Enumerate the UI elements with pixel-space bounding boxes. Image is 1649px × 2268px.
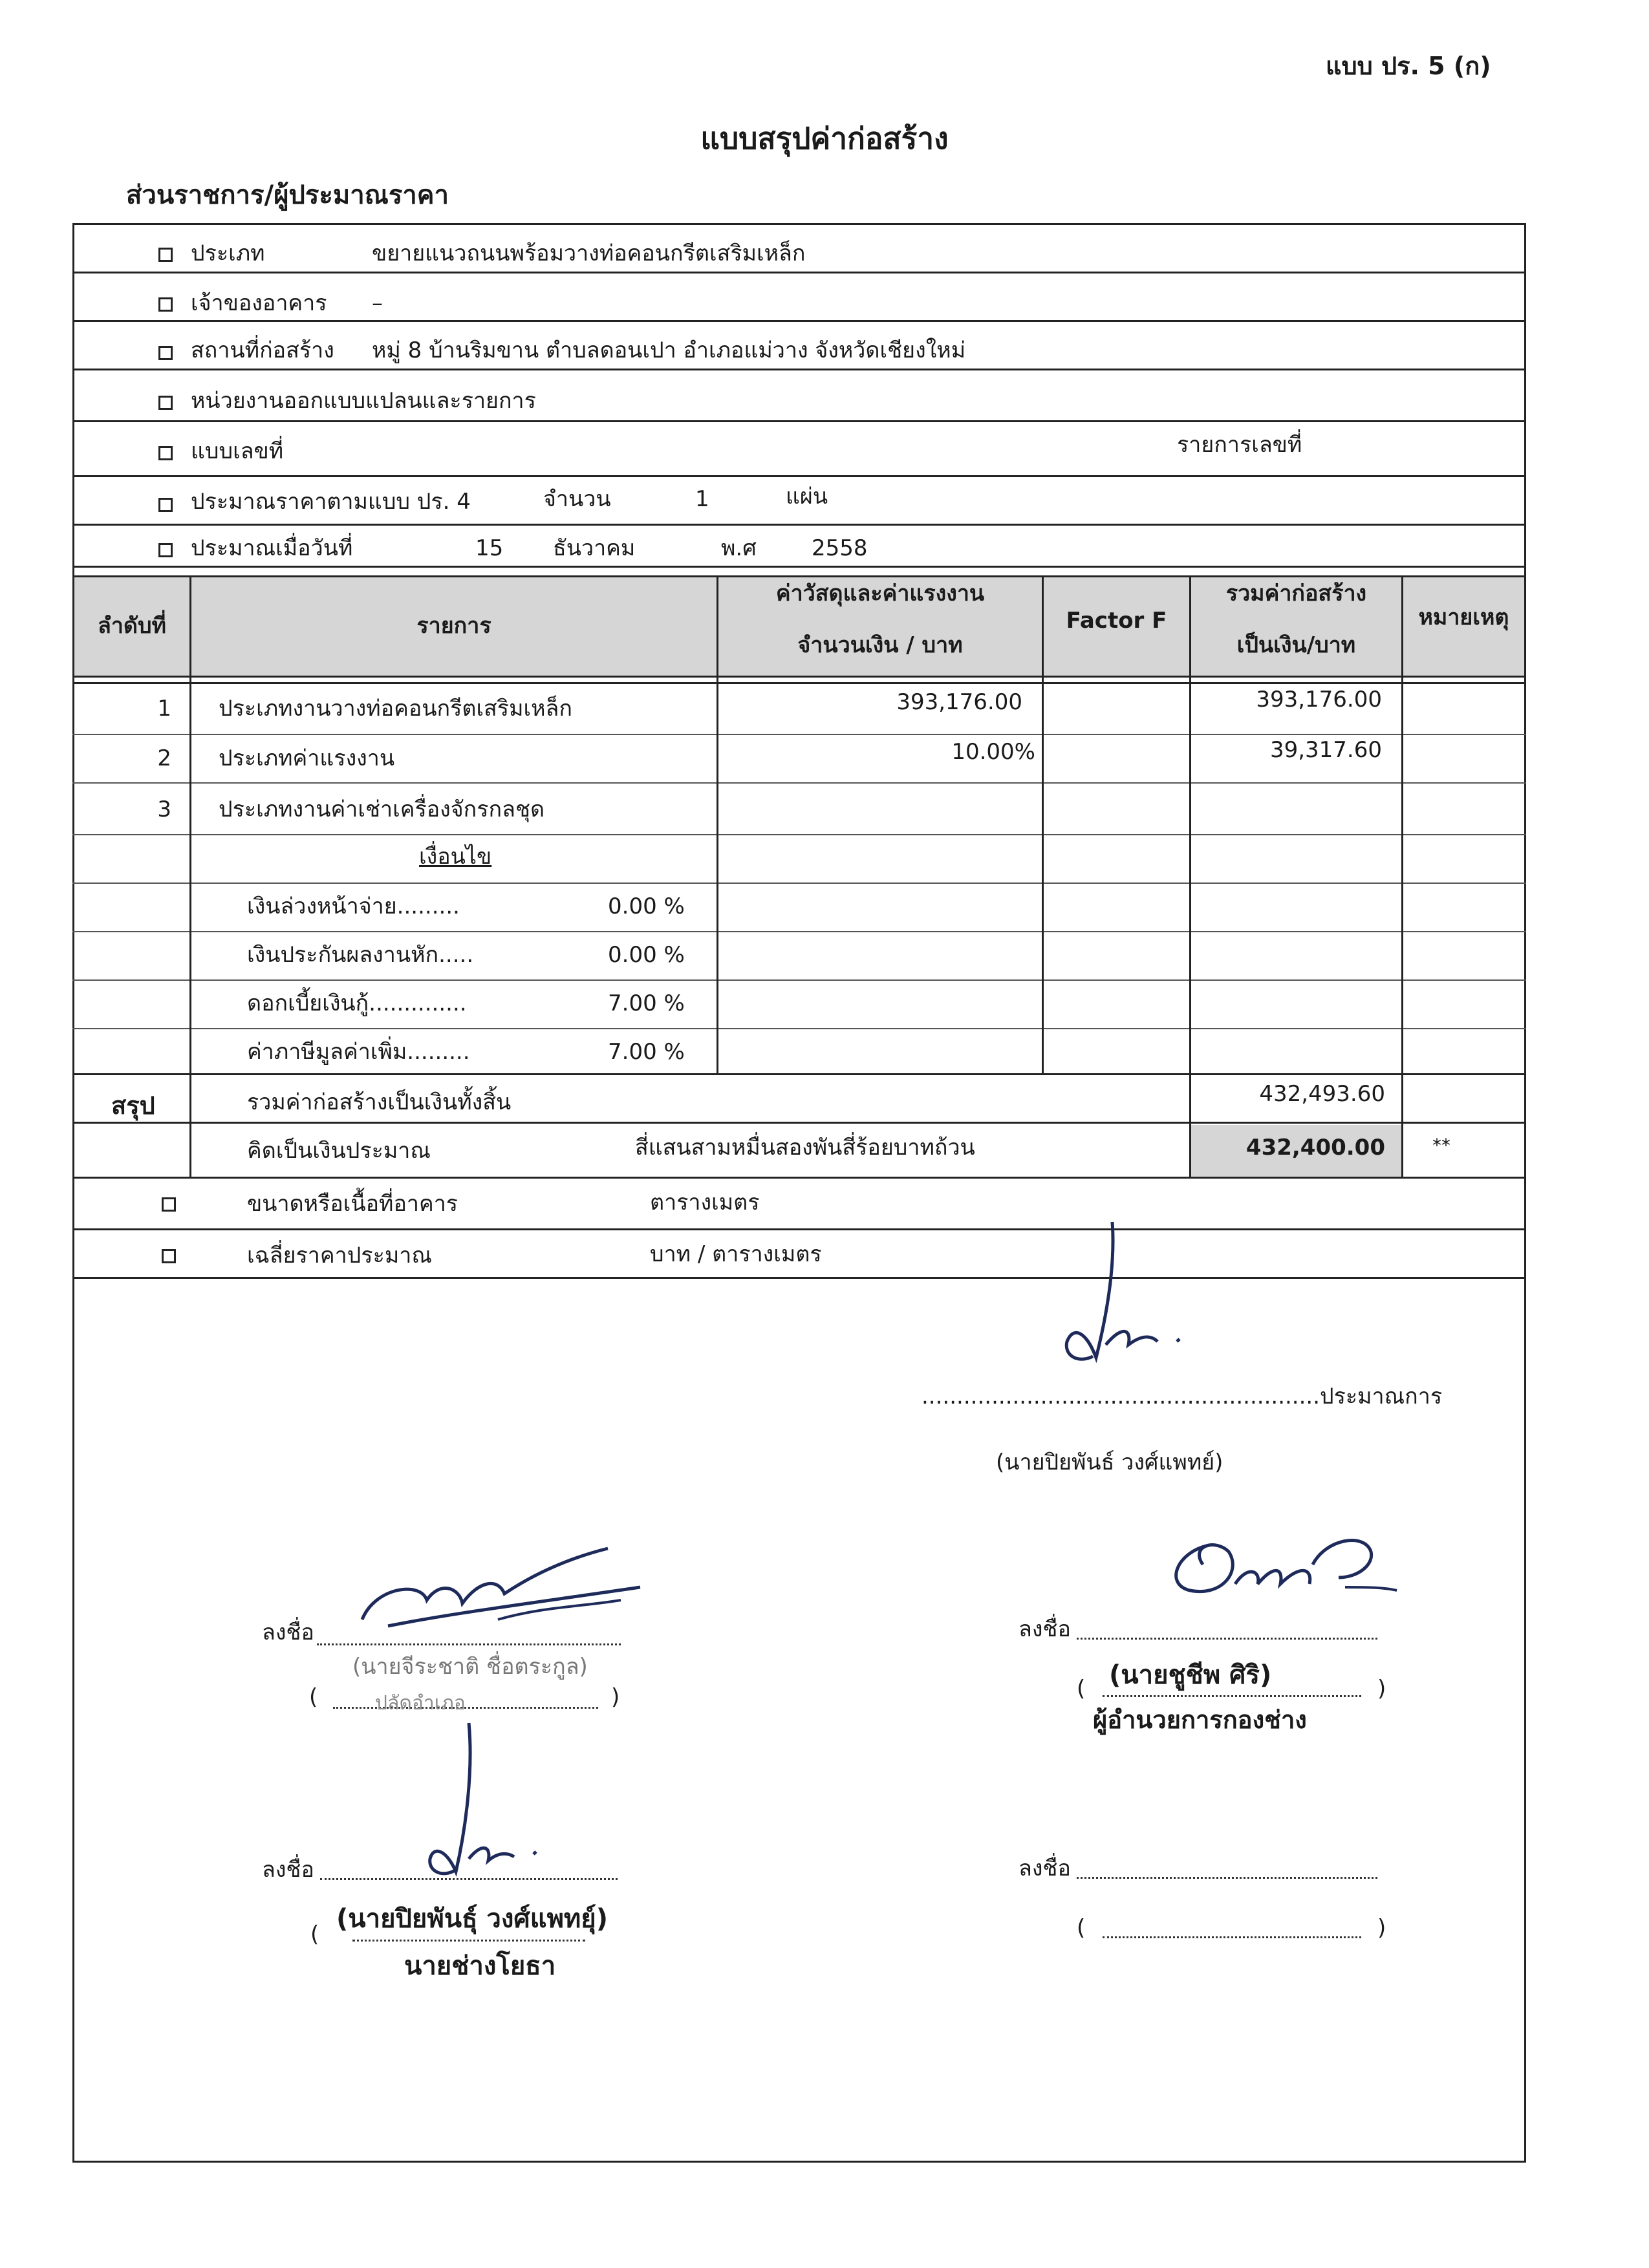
left-paren-open: ( xyxy=(309,1684,318,1710)
bottom-right-paren-close: ) xyxy=(1377,1915,1386,1941)
type-label: ประเภท xyxy=(191,241,265,266)
estimator-role: .........................................................ประมาณการ xyxy=(921,1384,1443,1409)
approx-remark: ** xyxy=(1432,1135,1450,1156)
date-year: 2558 xyxy=(812,535,868,561)
table-line xyxy=(72,883,1526,884)
condition-4-label: ค่าภาษีมูลค่าเพิ่ม......... xyxy=(247,1039,470,1065)
estimate-checkbox[interactable] xyxy=(158,498,173,512)
header-factor: Factor F xyxy=(1066,608,1167,634)
right-signature xyxy=(1151,1526,1403,1616)
info-divider xyxy=(72,320,1526,322)
right-sign-line xyxy=(1077,1638,1377,1640)
header-no: ลำดับที่ xyxy=(97,613,166,639)
row-1-no: 1 xyxy=(157,696,171,722)
left-signature xyxy=(349,1542,653,1652)
table-line xyxy=(72,575,1526,577)
table-line xyxy=(72,979,1526,981)
condition-1-value: 0.00 % xyxy=(608,893,685,919)
site-label: สถานที่ก่อสร้าง xyxy=(191,337,334,363)
bottom-left-signature xyxy=(401,1720,563,1888)
row-1-total: 393,176.00 xyxy=(1256,687,1382,712)
table-line xyxy=(72,1122,1526,1124)
right-paren-close: ) xyxy=(1377,1676,1386,1702)
site-checkbox[interactable] xyxy=(158,346,173,360)
approx-label: คิดเป็นเงินประมาณ xyxy=(247,1138,431,1164)
row-2-item: ประเภทค่าแรงงาน xyxy=(219,745,395,771)
header-cost-line1: ค่าวัสดุและค่าแรงงาน xyxy=(775,581,985,606)
row-2-no: 2 xyxy=(157,745,171,771)
left-role-line xyxy=(333,1707,598,1709)
table-line xyxy=(72,782,1526,784)
table-line xyxy=(72,1177,1526,1179)
condition-4-value: 7.00 % xyxy=(608,1039,685,1065)
plan-no-label: แบบเลขที่ xyxy=(191,438,284,464)
left-sign-label: ลงชื่อ xyxy=(262,1620,314,1645)
approx-value: 432,400.00 xyxy=(1245,1135,1385,1161)
bottom-right-name-line xyxy=(1103,1936,1361,1938)
table-line xyxy=(72,676,1526,678)
type-checkbox[interactable] xyxy=(158,248,173,262)
condition-2-label: เงินประกันผลงานหัก..... xyxy=(247,942,474,968)
summary-total-value: 432,493.60 xyxy=(1259,1081,1385,1107)
info-divider xyxy=(72,475,1526,477)
left-sign-name: (นายจีระชาติ ชื่อตระกูล) xyxy=(352,1654,588,1680)
condition-3-label: ดอกเบี้ยเงินกู้.............. xyxy=(247,990,467,1016)
table-line xyxy=(72,682,1526,684)
bottom-left-sign-label: ลงชื่อ xyxy=(262,1857,314,1883)
sheet-label: แผ่น xyxy=(786,484,828,509)
bottom-left-sign-role: นายช่างโยธา xyxy=(404,1951,556,1981)
table-line xyxy=(72,1277,1526,1279)
type-value: ขยายแนวถนนพร้อมวางท่อคอนกรีตเสริมเหล็ก xyxy=(372,241,806,266)
table-line xyxy=(72,1228,1526,1230)
site-value: หมู่ 8 บ้านริมขาน ตำบลดอนเปา อำเภอแม่วาง จังหวัดเชียงใหม่ xyxy=(372,337,966,363)
right-sign-name: (นายชูชีพ ศิริ) xyxy=(1109,1660,1272,1690)
area-unit: ตารางเมตร xyxy=(650,1190,760,1215)
table-col-line xyxy=(189,575,191,1177)
date-checkbox[interactable] xyxy=(158,543,173,557)
header-total-line1: รวมค่าก่อสร้าง xyxy=(1225,581,1367,606)
right-sign-label: ลงชื่อ xyxy=(1018,1616,1071,1642)
right-sign-role: ผู้อำนวยการกองช่าง xyxy=(1093,1706,1307,1734)
table-col-line xyxy=(1401,575,1403,1177)
row-2-total: 39,317.60 xyxy=(1269,737,1382,763)
bottom-right-sign-line xyxy=(1077,1877,1377,1879)
table-line xyxy=(72,1028,1526,1029)
owner-checkbox[interactable] xyxy=(158,297,173,312)
condition-3-value: 7.00 % xyxy=(608,990,685,1016)
estimate-label: ประมาณราคาตามแบบ ปร. 4 xyxy=(191,489,471,515)
area-checkbox[interactable] xyxy=(162,1197,176,1212)
design-unit-label: หน่วยงานออกแบบแปลนและรายการ xyxy=(191,388,536,414)
avg-checkbox[interactable] xyxy=(162,1249,176,1263)
avg-label: เฉลี่ยราคาประมาณ xyxy=(247,1243,432,1268)
item-no-label: รายการเลขที่ xyxy=(1177,432,1302,458)
condition-2-value: 0.00 % xyxy=(608,942,685,968)
date-month: ธันวาคม xyxy=(553,535,636,561)
estimator-signature xyxy=(1028,1215,1222,1409)
summary-label: สรุป xyxy=(111,1091,155,1120)
bottom-left-name-line xyxy=(352,1940,585,1942)
row-1-cost: 393,176.00 xyxy=(896,689,1022,715)
info-divider xyxy=(72,369,1526,370)
info-divider xyxy=(72,524,1526,526)
owner-label: เจ้าของอาคาร xyxy=(191,290,327,316)
row-1-item: ประเภทงานวางท่อคอนกรีตเสริมเหล็ก xyxy=(219,696,572,722)
row-3-item: ประเภทงานค่าเช่าเครื่องจักรกลชุด xyxy=(219,797,545,822)
table-line xyxy=(72,734,1526,735)
right-paren-open: ( xyxy=(1077,1676,1086,1702)
table-line xyxy=(72,834,1526,835)
plan-no-checkbox[interactable] xyxy=(158,446,173,460)
right-name-line xyxy=(1103,1695,1361,1697)
header-remark: หมายเหตุ xyxy=(1418,604,1509,630)
row-2-cost: 10.00% xyxy=(951,739,1035,765)
estimator-name: (นายปิยพันธ์ วงศ์แพทย์) xyxy=(996,1450,1223,1475)
owner-value: – xyxy=(372,290,383,316)
info-divider xyxy=(72,420,1526,422)
row-3-no: 3 xyxy=(157,797,171,822)
form-code: แบบ ปร. 5 (ก) xyxy=(1326,52,1491,80)
date-era: พ.ศ xyxy=(721,535,757,561)
left-sign-role: ปลัดอำเภอ xyxy=(375,1692,466,1715)
design-unit-checkbox[interactable] xyxy=(158,396,173,410)
bottom-right-paren-open: ( xyxy=(1077,1915,1086,1941)
count-value: 1 xyxy=(695,486,709,512)
conditions-label: เงื่อนไข xyxy=(419,844,492,870)
agency-label: ส่วนราชการ/ผู้ประมาณราคา xyxy=(126,180,449,210)
avg-unit: บาท / ตารางเมตร xyxy=(650,1241,822,1267)
table-line xyxy=(72,1073,1526,1075)
area-label: ขนาดหรือเนื้อที่อาคาร xyxy=(247,1191,458,1217)
info-divider xyxy=(72,272,1526,273)
left-sign-line xyxy=(317,1643,621,1645)
date-label: ประมาณเมื่อวันที่ xyxy=(191,535,353,561)
header-total-line2: เป็นเงิน/บาท xyxy=(1236,632,1356,658)
bottom-left-sign-name: (นายปิยพันธุ์ วงศ์แพทยุ์) xyxy=(336,1904,609,1934)
bottom-right-sign-label: ลงชื่อ xyxy=(1018,1856,1071,1881)
count-label: จำนวน xyxy=(543,486,611,512)
header-item: รายการ xyxy=(416,613,491,639)
page-title: แบบสรุปค่าก่อสร้าง xyxy=(700,121,949,156)
condition-1-label: เงินล่วงหน้าจ่าย......... xyxy=(247,893,460,919)
approx-words: สี่แสนสามหมื่นสองพันสี่ร้อยบาทถ้วน xyxy=(635,1135,975,1161)
bottom-left-sign-line xyxy=(320,1878,618,1880)
table-col-line xyxy=(1042,575,1044,1073)
header-cost-line2: จำนวนเงิน / บาท xyxy=(797,632,963,658)
summary-total-label: รวมค่าก่อสร้างเป็นเงินทั้งสิ้น xyxy=(247,1089,512,1115)
bottom-left-paren-open: ( xyxy=(310,1921,319,1947)
left-paren-close: ) xyxy=(611,1684,620,1710)
table-line xyxy=(72,931,1526,932)
date-day: 15 xyxy=(475,535,504,561)
info-right-edge xyxy=(1524,223,1526,572)
